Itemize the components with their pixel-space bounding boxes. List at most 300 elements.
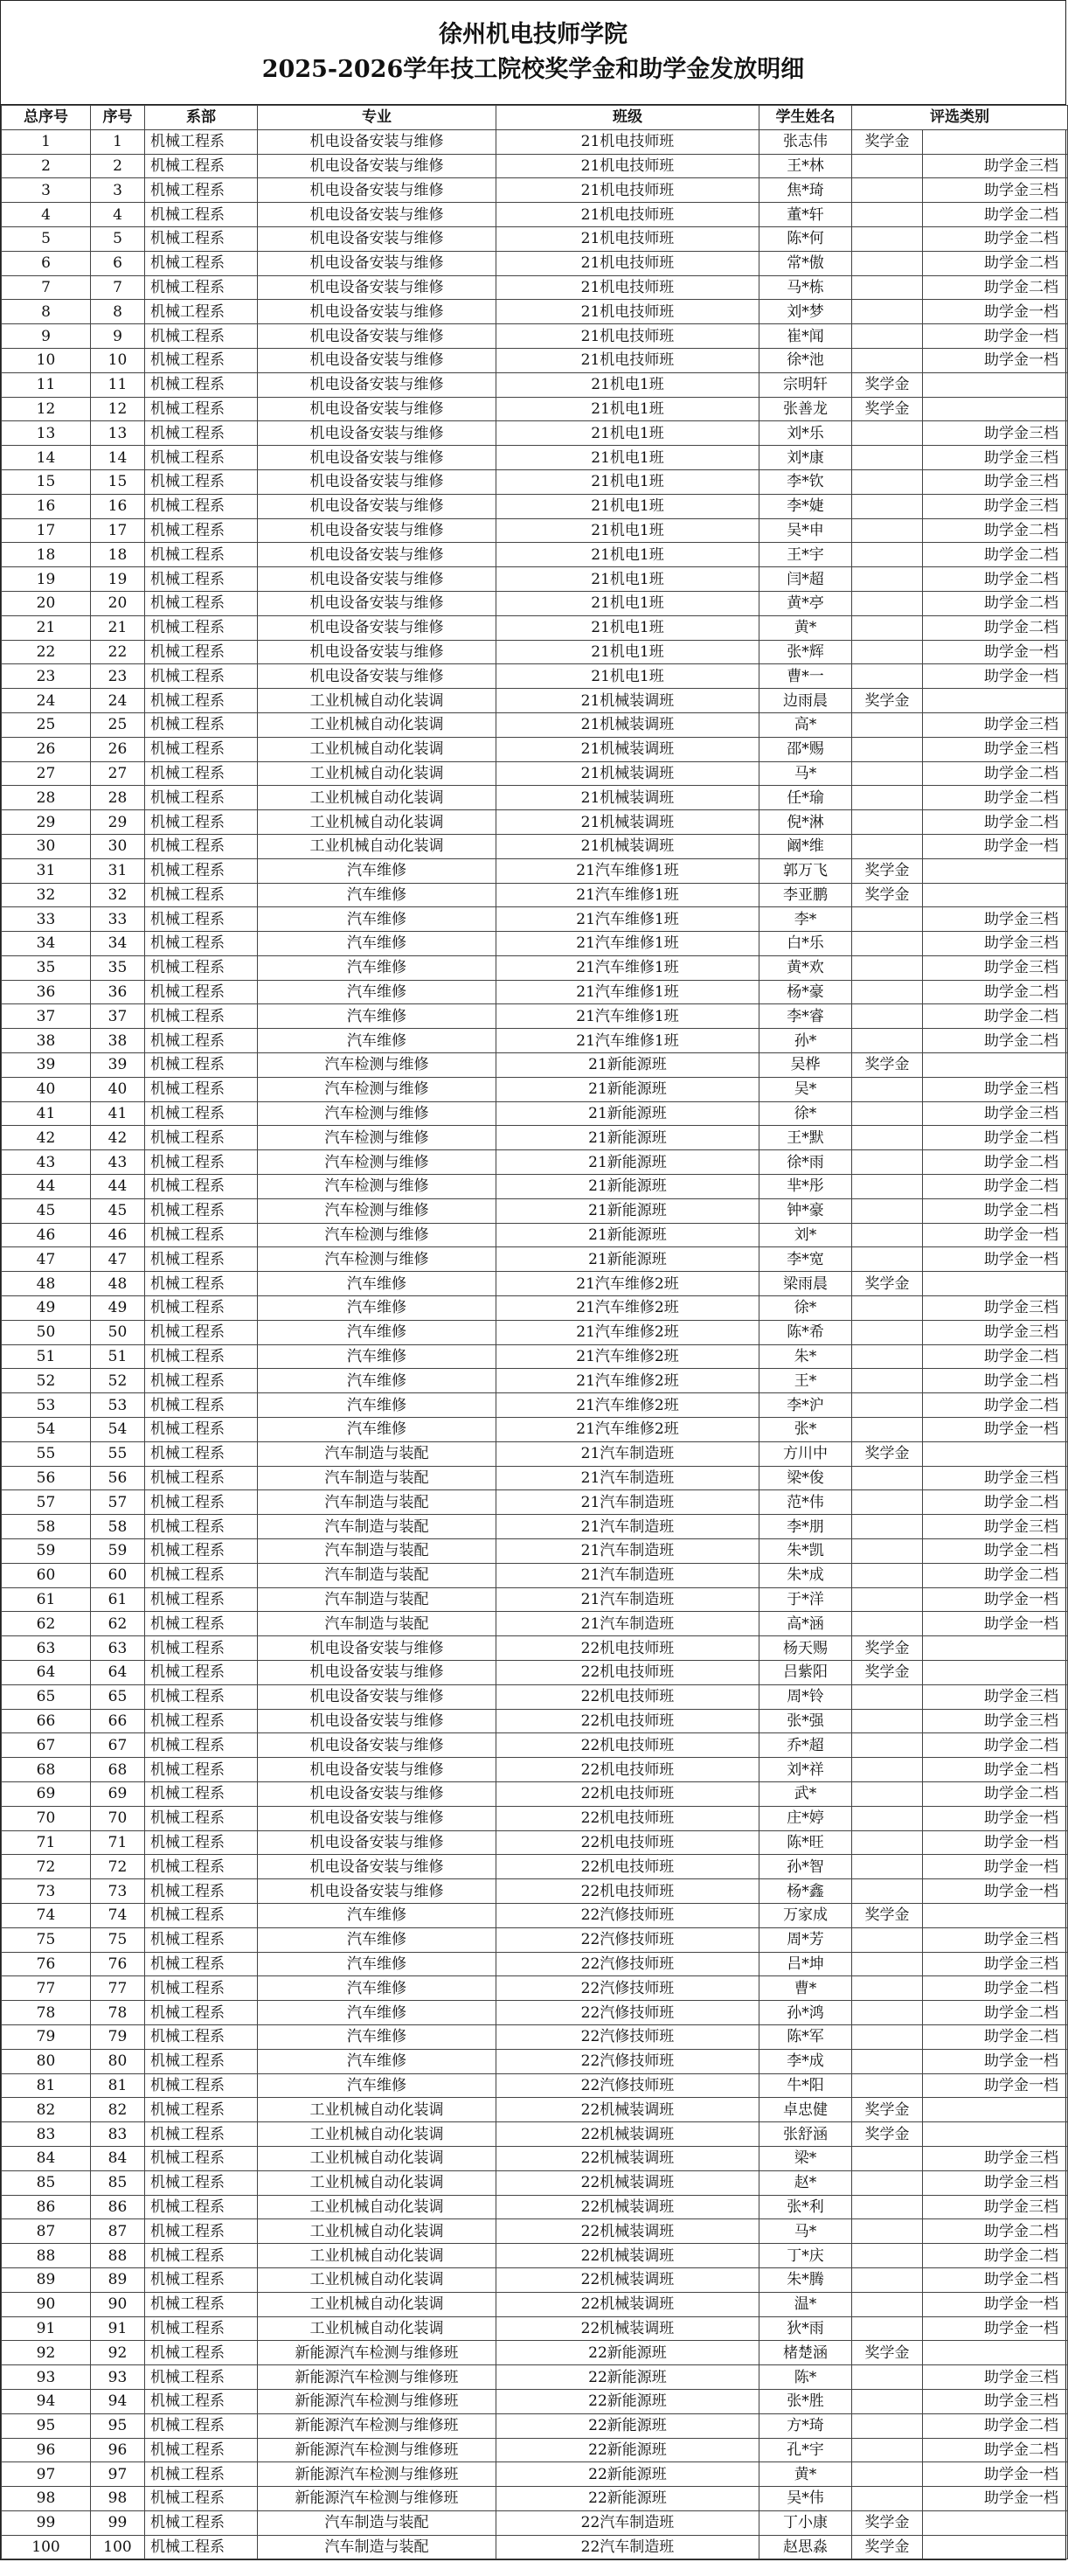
scholarship-cell — [852, 178, 923, 203]
class-cell: 22机电技师班 — [496, 1758, 759, 1782]
scholarship-cell — [852, 251, 923, 275]
class-cell: 21新能源班 — [496, 1223, 759, 1247]
student-name-cell: 狄*雨 — [759, 2316, 852, 2341]
major-cell: 汽车维修 — [258, 1393, 496, 1418]
total-index-cell: 73 — [2, 1879, 91, 1904]
table-row — [2, 421, 1068, 446]
total-index-cell: 100 — [2, 2535, 91, 2559]
department-cell: 机械工程系 — [145, 1101, 258, 1126]
total-index-cell: 38 — [2, 1029, 91, 1053]
grant-cell: 助学金一档 — [923, 2073, 1068, 2098]
table-row — [2, 1344, 1068, 1369]
scholarship-cell — [852, 1101, 923, 1126]
table-row — [2, 129, 1068, 154]
header-row — [2, 106, 1068, 130]
department-cell: 机械工程系 — [145, 348, 258, 372]
class-cell: 22机械装调班 — [496, 2292, 759, 2316]
total-index-cell: 23 — [2, 664, 91, 689]
department-cell: 机械工程系 — [145, 275, 258, 300]
scholarship-cell — [852, 2244, 923, 2268]
department-cell: 机械工程系 — [145, 1636, 258, 1661]
header-index: 序号 — [91, 106, 145, 130]
grant-cell: 助学金三档 — [923, 178, 1068, 203]
department-cell: 机械工程系 — [145, 2438, 258, 2462]
scholarship-cell: 奖学金 — [852, 2510, 923, 2535]
index-cell: 99 — [91, 2510, 145, 2535]
student-name-cell: 焦*琦 — [759, 178, 852, 203]
class-cell: 22汽修技师班 — [496, 2073, 759, 2098]
scholarship-cell — [852, 324, 923, 349]
scholarship-cell — [852, 2487, 923, 2511]
department-cell: 机械工程系 — [145, 543, 258, 567]
index-cell: 52 — [91, 1369, 145, 1393]
scholarship-cell — [852, 300, 923, 324]
student-name-cell: 范*伟 — [759, 1490, 852, 1515]
table-row — [2, 615, 1068, 640]
student-name-cell: 乔*超 — [759, 1733, 852, 1758]
scholarship-cell — [852, 664, 923, 689]
grant-cell: 助学金三档 — [923, 446, 1068, 470]
class-cell: 21汽车维修1班 — [496, 1029, 759, 1053]
total-index-cell: 35 — [2, 955, 91, 980]
student-name-cell: 刘*康 — [759, 446, 852, 470]
table-row — [2, 591, 1068, 615]
department-cell: 机械工程系 — [145, 1053, 258, 1078]
header-major: 专业 — [258, 106, 496, 130]
scholarship-cell — [852, 1855, 923, 1879]
table-row — [2, 2487, 1068, 2511]
department-cell: 机械工程系 — [145, 2487, 258, 2511]
table-row — [2, 2244, 1068, 2268]
scholarship-cell — [852, 1393, 923, 1418]
scholarship-cell: 奖学金 — [852, 1053, 923, 1078]
scholarship-cell — [852, 2413, 923, 2438]
class-cell: 22汽车制造班 — [496, 2510, 759, 2535]
scholarship-cell: 奖学金 — [852, 397, 923, 421]
grant-cell: 助学金一档 — [923, 2049, 1068, 2073]
student-name-cell: 王*林 — [759, 154, 852, 178]
class-cell: 21汽车维修2班 — [496, 1344, 759, 1369]
grant-cell: 助学金二档 — [923, 2024, 1068, 2049]
student-name-cell: 张善龙 — [759, 397, 852, 421]
index-cell: 76 — [91, 1952, 145, 1976]
grant-cell: 助学金二档 — [923, 1733, 1068, 1758]
department-cell: 机械工程系 — [145, 324, 258, 349]
total-index-cell: 84 — [2, 2146, 91, 2170]
table-row — [2, 1053, 1068, 1078]
index-cell: 36 — [91, 980, 145, 1004]
department-cell: 机械工程系 — [145, 2001, 258, 2025]
table-row — [2, 1855, 1068, 1879]
class-cell: 21新能源班 — [496, 1053, 759, 1078]
index-cell: 83 — [91, 2122, 145, 2147]
total-index-cell: 57 — [2, 1490, 91, 1515]
student-name-cell: 徐* — [759, 1296, 852, 1321]
major-cell: 工业机械自动化装调 — [258, 689, 496, 713]
department-cell: 机械工程系 — [145, 2024, 258, 2049]
major-cell: 机电设备安装与维修 — [258, 664, 496, 689]
total-index-cell: 4 — [2, 203, 91, 227]
student-name-cell: 黄*欢 — [759, 955, 852, 980]
scholarship-cell — [852, 1927, 923, 1952]
total-index-cell: 88 — [2, 2244, 91, 2268]
class-cell: 21机械装调班 — [496, 689, 759, 713]
total-index-cell: 24 — [2, 689, 91, 713]
major-cell: 汽车制造与装配 — [258, 1490, 496, 1515]
table-row — [2, 2001, 1068, 2025]
grant-cell: 助学金一档 — [923, 2292, 1068, 2316]
table-row — [2, 761, 1068, 786]
major-cell: 汽车检测与维修 — [258, 1247, 496, 1272]
major-cell: 工业机械自动化装调 — [258, 2292, 496, 2316]
major-cell: 工业机械自动化装调 — [258, 2122, 496, 2147]
scholarship-cell — [852, 2267, 923, 2292]
total-index-cell: 36 — [2, 980, 91, 1004]
student-name-cell: 张*强 — [759, 1709, 852, 1733]
table-row — [2, 883, 1068, 907]
class-cell: 21汽车维修1班 — [496, 907, 759, 932]
grant-cell: 助学金二档 — [923, 1004, 1068, 1029]
scholarship-cell: 奖学金 — [852, 1661, 923, 1685]
department-cell: 机械工程系 — [145, 1709, 258, 1733]
index-cell: 20 — [91, 591, 145, 615]
index-cell: 63 — [91, 1636, 145, 1661]
table-row — [2, 1758, 1068, 1782]
major-cell: 汽车制造与装配 — [258, 1515, 496, 1539]
scholarship-cell — [852, 2365, 923, 2390]
student-name-cell: 白*乐 — [759, 932, 852, 956]
student-name-cell: 杨*鑫 — [759, 1879, 852, 1904]
class-cell: 21机电1班 — [496, 591, 759, 615]
index-cell: 74 — [91, 1903, 145, 1927]
total-index-cell: 13 — [2, 421, 91, 446]
class-cell: 22机电技师班 — [496, 1661, 759, 1685]
class-cell: 21机电1班 — [496, 372, 759, 397]
table-row — [2, 1101, 1068, 1126]
class-cell: 22汽修技师班 — [496, 1976, 759, 2001]
scholarship-cell — [852, 2195, 923, 2219]
department-cell: 机械工程系 — [145, 786, 258, 810]
total-index-cell: 19 — [2, 567, 91, 592]
student-name-cell: 陈*军 — [759, 2024, 852, 2049]
index-cell: 15 — [91, 469, 145, 494]
class-cell: 21汽车维修1班 — [496, 932, 759, 956]
total-index-cell: 10 — [2, 348, 91, 372]
index-cell: 50 — [91, 1320, 145, 1344]
index-cell: 86 — [91, 2195, 145, 2219]
major-cell: 汽车维修 — [258, 932, 496, 956]
scholarship-cell: 奖学金 — [852, 2341, 923, 2365]
table-row — [2, 348, 1068, 372]
student-name-cell: 李*成 — [759, 2049, 852, 2073]
grant-cell: 助学金三档 — [923, 469, 1068, 494]
table-row — [2, 810, 1068, 835]
student-name-cell: 任*瑜 — [759, 786, 852, 810]
department-cell: 机械工程系 — [145, 372, 258, 397]
scholarship-cell: 奖学金 — [852, 2535, 923, 2559]
student-name-cell: 陈*希 — [759, 1320, 852, 1344]
department-cell: 机械工程系 — [145, 2292, 258, 2316]
department-cell: 机械工程系 — [145, 2510, 258, 2535]
table-row — [2, 1029, 1068, 1053]
index-cell: 5 — [91, 226, 145, 251]
grant-cell: 助学金一档 — [923, 348, 1068, 372]
grant-cell — [923, 1272, 1068, 1296]
student-name-cell: 孔*宇 — [759, 2438, 852, 2462]
index-cell: 2 — [91, 154, 145, 178]
total-index-cell: 1 — [2, 129, 91, 154]
department-cell: 机械工程系 — [145, 1247, 258, 1272]
grant-cell: 助学金二档 — [923, 2267, 1068, 2292]
student-name-cell: 张* — [759, 1418, 852, 1442]
class-cell: 21汽车维修1班 — [496, 883, 759, 907]
scholarship-cell — [852, 1806, 923, 1830]
class-cell: 22新能源班 — [496, 2389, 759, 2413]
total-index-cell: 27 — [2, 761, 91, 786]
total-index-cell: 22 — [2, 640, 91, 664]
scholarship-cell — [852, 1515, 923, 1539]
class-cell: 21机电1班 — [496, 543, 759, 567]
total-index-cell: 75 — [2, 1927, 91, 1952]
table-row — [2, 1418, 1068, 1442]
total-index-cell: 17 — [2, 518, 91, 543]
scholarship-cell — [852, 1952, 923, 1976]
class-cell: 21机电1班 — [496, 421, 759, 446]
scholarship-cell — [852, 2292, 923, 2316]
index-cell: 81 — [91, 2073, 145, 2098]
total-index-cell: 89 — [2, 2267, 91, 2292]
department-cell: 机械工程系 — [145, 2244, 258, 2268]
student-name-cell: 芈*彤 — [759, 1175, 852, 1199]
index-cell: 65 — [91, 1684, 145, 1709]
scholarship-cell — [852, 543, 923, 567]
total-index-cell: 99 — [2, 2510, 91, 2535]
table-row — [2, 1150, 1068, 1175]
grant-cell: 助学金三档 — [923, 2170, 1068, 2195]
scholarship-cell — [852, 348, 923, 372]
grant-cell: 助学金二档 — [923, 786, 1068, 810]
scholarship-cell — [852, 640, 923, 664]
index-cell: 60 — [91, 1563, 145, 1587]
grant-cell: 助学金三档 — [923, 1709, 1068, 1733]
index-cell: 44 — [91, 1175, 145, 1199]
grant-cell: 助学金二档 — [923, 1029, 1068, 1053]
table-row — [2, 1952, 1068, 1976]
table-row — [2, 2098, 1068, 2122]
student-name-cell: 王*宇 — [759, 543, 852, 567]
index-cell: 85 — [91, 2170, 145, 2195]
scholarship-cell — [852, 1296, 923, 1321]
department-cell: 机械工程系 — [145, 2365, 258, 2390]
major-cell: 机电设备安装与维修 — [258, 615, 496, 640]
major-cell: 机电设备安装与维修 — [258, 1879, 496, 1904]
class-cell: 21机电1班 — [496, 397, 759, 421]
department-cell: 机械工程系 — [145, 129, 258, 154]
scholarship-cell: 奖学金 — [852, 689, 923, 713]
student-name-cell: 吕紫阳 — [759, 1661, 852, 1685]
major-cell: 机电设备安装与维修 — [258, 275, 496, 300]
department-cell: 机械工程系 — [145, 664, 258, 689]
major-cell: 新能源汽车检测与维修班 — [258, 2365, 496, 2390]
department-cell: 机械工程系 — [145, 1466, 258, 1490]
index-cell: 89 — [91, 2267, 145, 2292]
table-row — [2, 324, 1068, 349]
student-name-cell: 吴*伟 — [759, 2487, 852, 2511]
major-cell: 工业机械自动化装调 — [258, 712, 496, 737]
total-index-cell: 78 — [2, 2001, 91, 2025]
student-name-cell: 梁*俊 — [759, 1466, 852, 1490]
index-cell: 90 — [91, 2292, 145, 2316]
table-row — [2, 2438, 1068, 2462]
grant-cell: 助学金二档 — [923, 1781, 1068, 1806]
index-cell: 35 — [91, 955, 145, 980]
student-name-cell: 阚*维 — [759, 834, 852, 858]
table-row — [2, 226, 1068, 251]
department-cell: 机械工程系 — [145, 2146, 258, 2170]
class-cell: 22机械装调班 — [496, 2146, 759, 2170]
grant-cell: 助学金三档 — [923, 1952, 1068, 1976]
department-cell: 机械工程系 — [145, 615, 258, 640]
grant-cell: 助学金一档 — [923, 1806, 1068, 1830]
table-row — [2, 2535, 1068, 2559]
department-cell: 机械工程系 — [145, 1441, 258, 1466]
grant-cell: 助学金三档 — [923, 955, 1068, 980]
major-cell: 汽车维修 — [258, 955, 496, 980]
grant-cell: 助学金三档 — [923, 712, 1068, 737]
department-cell: 机械工程系 — [145, 494, 258, 518]
major-cell: 汽车维修 — [258, 1418, 496, 1442]
major-cell: 汽车维修 — [258, 980, 496, 1004]
table-row — [2, 1272, 1068, 1296]
total-index-cell: 85 — [2, 2170, 91, 2195]
index-cell: 69 — [91, 1781, 145, 1806]
major-cell: 汽车维修 — [258, 1903, 496, 1927]
index-cell: 77 — [91, 1976, 145, 2001]
table-row — [2, 2073, 1068, 2098]
table-row — [2, 2122, 1068, 2147]
table-row — [2, 1490, 1068, 1515]
class-cell: 22新能源班 — [496, 2413, 759, 2438]
grant-cell — [923, 397, 1068, 421]
class-cell: 22机电技师班 — [496, 1806, 759, 1830]
total-index-cell: 95 — [2, 2413, 91, 2438]
scholarship-cell: 奖学金 — [852, 1903, 923, 1927]
index-cell: 88 — [91, 2244, 145, 2268]
grant-cell: 助学金三档 — [923, 1927, 1068, 1952]
class-cell: 21新能源班 — [496, 1077, 759, 1101]
total-index-cell: 91 — [2, 2316, 91, 2341]
class-cell: 21汽车制造班 — [496, 1466, 759, 1490]
class-cell: 21汽车维修1班 — [496, 1004, 759, 1029]
index-cell: 4 — [91, 203, 145, 227]
total-index-cell: 96 — [2, 2438, 91, 2462]
student-name-cell: 卓忠健 — [759, 2098, 852, 2122]
department-cell: 机械工程系 — [145, 1830, 258, 1855]
major-cell: 汽车检测与维修 — [258, 1126, 496, 1150]
student-name-cell: 李* — [759, 907, 852, 932]
student-name-cell: 刘*梦 — [759, 300, 852, 324]
major-cell: 汽车制造与装配 — [258, 1587, 496, 1612]
total-index-cell: 46 — [2, 1223, 91, 1247]
total-index-cell: 2 — [2, 154, 91, 178]
table-row — [2, 1879, 1068, 1904]
total-index-cell: 66 — [2, 1709, 91, 1733]
grant-cell: 助学金二档 — [923, 1344, 1068, 1369]
class-cell: 21机电技师班 — [496, 324, 759, 349]
department-cell: 机械工程系 — [145, 154, 258, 178]
department-cell: 机械工程系 — [145, 2122, 258, 2147]
table-row — [2, 1830, 1068, 1855]
scholarship-cell — [852, 518, 923, 543]
department-cell: 机械工程系 — [145, 640, 258, 664]
total-index-cell: 77 — [2, 1976, 91, 2001]
major-cell: 汽车维修 — [258, 1004, 496, 1029]
total-index-cell: 20 — [2, 591, 91, 615]
index-cell: 75 — [91, 1927, 145, 1952]
table-row — [2, 834, 1068, 858]
class-cell: 21机电技师班 — [496, 226, 759, 251]
class-cell: 22新能源班 — [496, 2462, 759, 2487]
total-index-cell: 98 — [2, 2487, 91, 2511]
department-cell: 机械工程系 — [145, 1879, 258, 1904]
scholarship-cell — [852, 932, 923, 956]
department-cell: 机械工程系 — [145, 689, 258, 713]
department-cell: 机械工程系 — [145, 712, 258, 737]
total-index-cell: 68 — [2, 1758, 91, 1782]
major-cell: 汽车维修 — [258, 2001, 496, 2025]
major-cell: 汽车维修 — [258, 1369, 496, 1393]
grant-cell — [923, 2341, 1068, 2365]
department-cell: 机械工程系 — [145, 858, 258, 883]
total-index-cell: 51 — [2, 1344, 91, 1369]
department-cell: 机械工程系 — [145, 2170, 258, 2195]
major-cell: 汽车检测与维修 — [258, 1223, 496, 1247]
grant-cell: 助学金二档 — [923, 2413, 1068, 2438]
grant-cell: 助学金一档 — [923, 640, 1068, 664]
index-cell: 39 — [91, 1053, 145, 1078]
total-index-cell: 58 — [2, 1515, 91, 1539]
table-row — [2, 2365, 1068, 2390]
table-row — [2, 469, 1068, 494]
table-row — [2, 712, 1068, 737]
index-cell: 26 — [91, 737, 145, 761]
header-total-index: 总序号 — [2, 106, 91, 130]
department-cell: 机械工程系 — [145, 1150, 258, 1175]
total-index-cell: 42 — [2, 1126, 91, 1150]
total-index-cell: 47 — [2, 1247, 91, 1272]
index-cell: 56 — [91, 1466, 145, 1490]
grant-cell: 助学金三档 — [923, 1684, 1068, 1709]
scholarship-cell — [852, 615, 923, 640]
class-cell: 21汽车维修2班 — [496, 1393, 759, 1418]
class-cell: 22机电技师班 — [496, 1879, 759, 1904]
index-cell: 37 — [91, 1004, 145, 1029]
department-cell: 机械工程系 — [145, 2073, 258, 2098]
index-cell: 28 — [91, 786, 145, 810]
table-row — [2, 1927, 1068, 1952]
class-cell: 21机械装调班 — [496, 737, 759, 761]
scholarship-cell — [852, 1709, 923, 1733]
index-cell: 54 — [91, 1418, 145, 1442]
student-name-cell: 高*涵 — [759, 1612, 852, 1636]
index-cell: 9 — [91, 324, 145, 349]
total-index-cell: 16 — [2, 494, 91, 518]
table-row — [2, 251, 1068, 275]
student-name-cell: 李*沪 — [759, 1393, 852, 1418]
department-cell: 机械工程系 — [145, 2195, 258, 2219]
department-cell: 机械工程系 — [145, 251, 258, 275]
department-cell: 机械工程系 — [145, 1029, 258, 1053]
